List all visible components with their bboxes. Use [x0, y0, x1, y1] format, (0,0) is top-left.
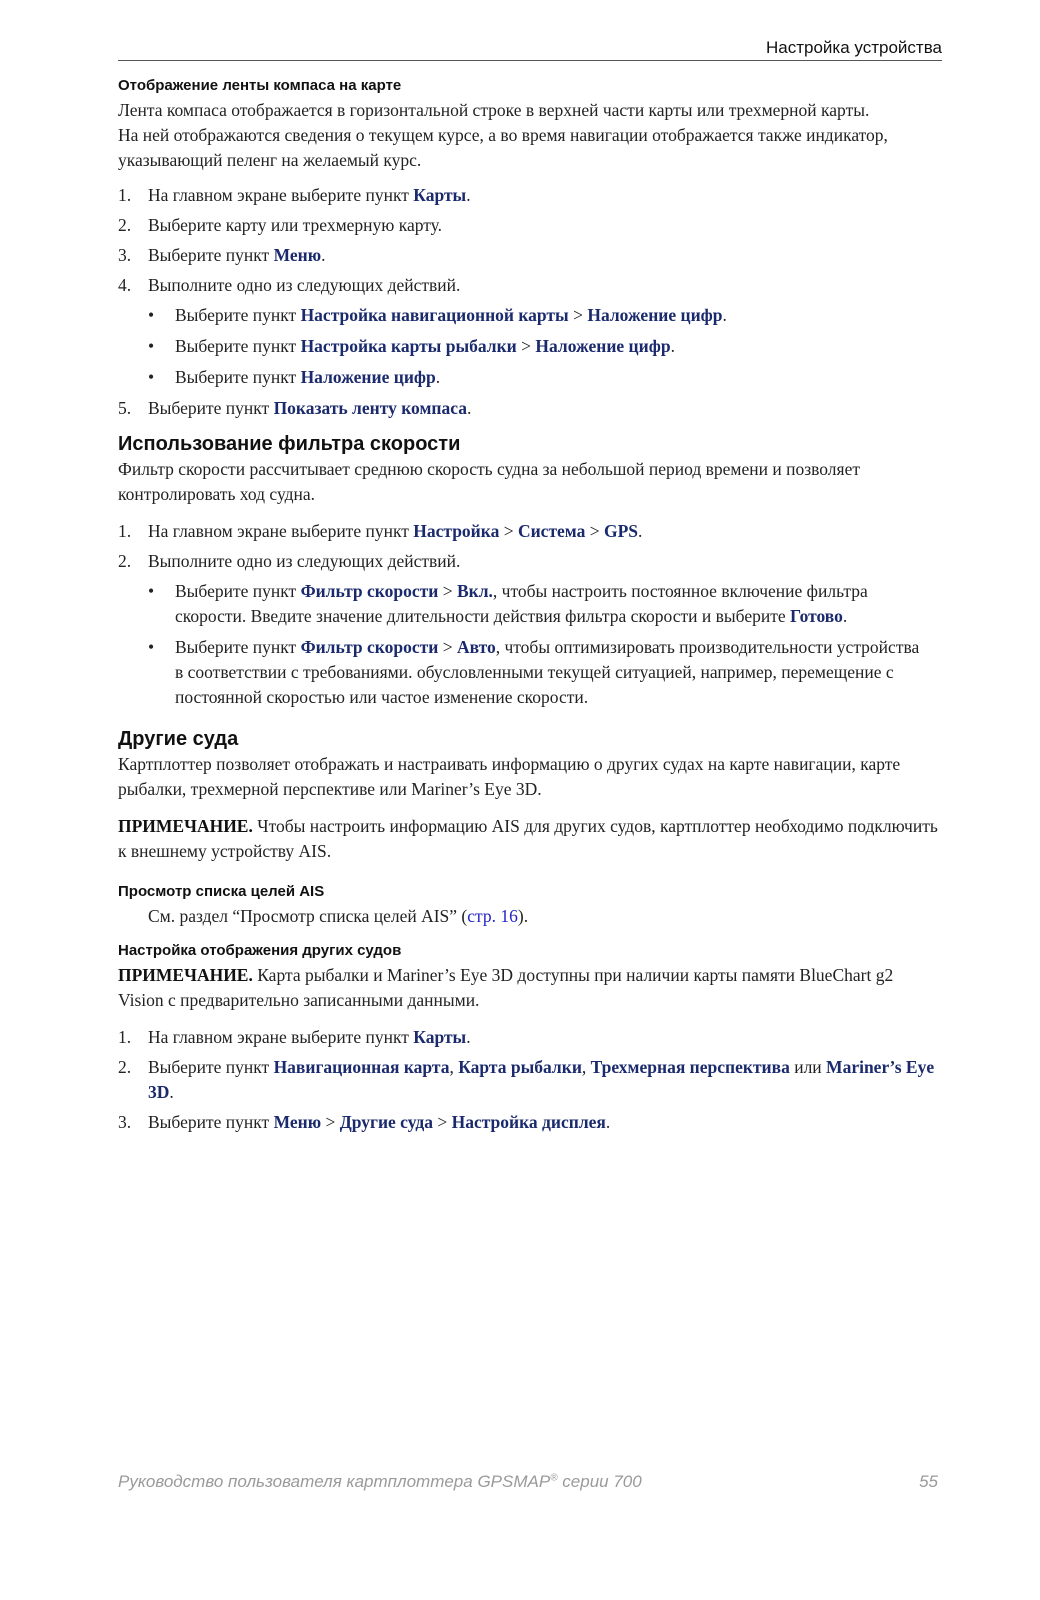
bullet-item: • Выберите пункт Настройка карты рыбалки > Наложение цифр.	[148, 336, 675, 356]
ui-term: Карта рыбалки	[458, 1057, 582, 1077]
ui-term: Настройка навигационной карты	[300, 305, 569, 325]
bullet-item: • Выберите пункт Наложение цифр.	[148, 367, 441, 387]
heading-other-vessels: Другие суда	[118, 728, 239, 750]
ui-term: Трехмерная перспектива	[590, 1057, 790, 1077]
ui-term: Авто	[456, 637, 496, 657]
ui-term: Карты	[413, 185, 467, 205]
paragraph: См. раздел “Просмотр списка целей AIS” (стр. 16).	[148, 906, 529, 926]
list-item: 1. На главном экране выберите пункт Настройка > Система > GPS.	[118, 521, 643, 541]
ui-term: Mariner’s Eye	[826, 1057, 935, 1077]
bullet-item: • Выберите пункт Фильтр скорости > Авто, чтобы оптимизировать производительности устройства в соответствии с требованиями. обусловленными текущей ситуацией, например, перемещение с постоянной скоростью или частое изменение скорости.	[148, 637, 920, 707]
bullet-item: • Выберите пункт Настройка навигационной карты > Наложение цифр.	[148, 305, 727, 325]
ui-term: Готово	[790, 606, 843, 626]
heading-speed-filter: Использование фильтра скорости	[118, 433, 461, 455]
page-content	[118, 74, 944, 1135]
ui-term: Вкл.	[456, 581, 493, 601]
note: ПРИМЕЧАНИЕ. Чтобы настроить информацию AIS для других судов, картплоттер необходимо подключить к внешнему устройству AIS.	[118, 816, 938, 861]
ui-term: Карты	[413, 1027, 467, 1047]
ui-term: Меню	[273, 1112, 322, 1132]
steps-list	[118, 183, 944, 421]
steps-list	[118, 1025, 944, 1135]
paragraph: Лента компаса отображается в горизонтальной строке в верхней части карты или трехмерной карты. На ней отображаются сведения о текущем курсе, а во время навигации отображается также индикатор, указывающий пеленг на желаемый курс.	[118, 100, 888, 170]
list-item: 1. На главном экране выберите пункт Карты.	[118, 185, 471, 205]
ui-term: Наложение цифр	[300, 367, 436, 387]
registered-mark: ®	[550, 1472, 558, 1484]
steps-list	[118, 519, 944, 710]
ui-term: Другие суда	[339, 1112, 433, 1132]
page-number: 55	[919, 1472, 938, 1491]
ui-term: Настройка дисплея	[451, 1112, 606, 1132]
page-header	[118, 36, 942, 61]
ui-term: Настройка карты рыбалки	[300, 336, 517, 356]
note: ПРИМЕЧАНИЕ. Карта рыбалки и Mariner’s Eye 3D доступны при наличии карты памяти BlueChart g2 Vision с предварительно записанными данными.	[118, 965, 894, 1010]
note-label: ПРИМЕЧАНИЕ.	[118, 965, 253, 985]
ui-term: Навигационная карта	[273, 1057, 450, 1077]
list-item: 4. Выполните одно из следующих действий.	[118, 275, 461, 295]
bullet-item: • Выберите пункт Фильтр скорости > Вкл., чтобы настроить постоянное включение фильтра скорости. Введите значение длительности действия фильтра скорости и выберите Готово.	[148, 581, 868, 626]
list-item: 2. Выберите карту или трехмерную карту.	[118, 215, 443, 235]
page-footer	[118, 1472, 938, 1492]
footer-text-2: серии 700	[557, 1472, 642, 1491]
heading-vessel-display: Настройка отображения других судов	[118, 942, 402, 959]
paragraph: Картплоттер позволяет отображать и настраивать информацию о других судах на карте навигации, карте рыбалки, трехмерной перспективе или Mariner’s Eye 3D.	[118, 754, 901, 799]
ui-term: Система	[517, 521, 586, 541]
note-label: ПРИМЕЧАНИЕ.	[118, 816, 253, 836]
list-item: 2. Выберите пункт Навигационная карта, Карта рыбалки, Трехмерная перспектива или Mariner’s Eye 3D.	[118, 1057, 935, 1102]
list-item: 2. Выполните одно из следующих действий.	[118, 551, 461, 571]
ui-term: Настройка	[413, 521, 500, 541]
ui-term: 3D	[148, 1082, 170, 1102]
heading-ais-list: Просмотр списка целей AIS	[118, 883, 325, 900]
section-title: Настройка устройства	[766, 38, 942, 57]
heading-compass-tape: Отображение ленты компаса на карте	[118, 77, 402, 94]
list-item: 3. Выберите пункт Меню > Другие суда > Настройка дисплея.	[118, 1112, 611, 1132]
ui-term: Фильтр скорости	[300, 581, 439, 601]
paragraph: Фильтр скорости рассчитывает среднюю скорость судна за небольшой период времени и позволяет контролировать ход судна.	[118, 459, 861, 504]
list-item: 1. На главном экране выберите пункт Карты.	[118, 1027, 471, 1047]
list-item: 3. Выберите пункт Меню.	[118, 245, 326, 265]
footer-text: Руководство пользователя картплоттера GPSMAP	[118, 1472, 551, 1491]
ui-term: Показать ленту компаса	[273, 398, 467, 418]
list-item: 5. Выберите пункт Показать ленту компаса.	[118, 398, 472, 418]
ui-term: GPS	[603, 521, 639, 541]
ui-term: Наложение цифр	[535, 336, 671, 356]
ui-term: Наложение цифр	[587, 305, 723, 325]
page-link[interactable]: стр. 16	[467, 906, 518, 926]
ui-term: Фильтр скорости	[300, 637, 439, 657]
ui-term: Меню	[273, 245, 322, 265]
